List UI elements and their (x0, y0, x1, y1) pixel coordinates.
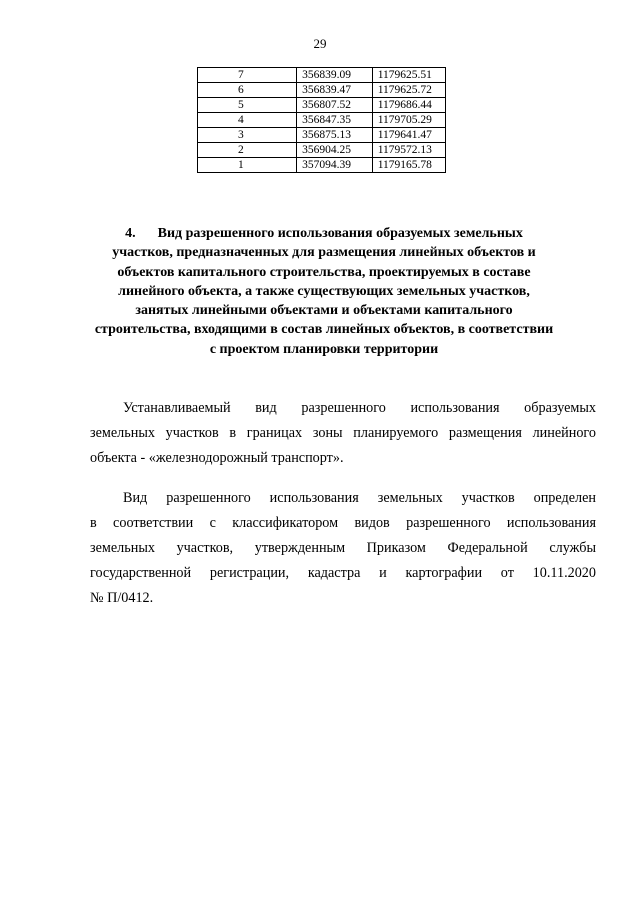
point-number-cell: 5 (198, 98, 297, 113)
table-row (198, 113, 446, 128)
section-number: 4. (125, 226, 136, 241)
table-row (198, 83, 446, 98)
y-coordinate-cell: 1179641.47 (372, 128, 445, 143)
point-number-cell: 4 (198, 113, 297, 128)
section-heading (84, 224, 564, 359)
table-row (198, 98, 446, 113)
section-heading-line: участков, предназначенных для размещения линейных объектов и (112, 245, 536, 261)
section-title-text: Вид разрешенного использования образуемых земельных (157, 226, 523, 241)
paragraph-line: земельных участков в границах зоны планируемого размещения линейного (90, 425, 596, 441)
y-coordinate-cell: 1179686.44 (372, 98, 445, 113)
table-row (198, 128, 446, 143)
paragraph-line: Устанавливаемый вид разрешенного использования образуемых (123, 400, 596, 416)
x-coordinate-cell: 356904.25 (297, 143, 373, 158)
x-coordinate-cell: 357094.39 (297, 158, 373, 173)
point-number-cell: 2 (198, 143, 297, 158)
x-coordinate-cell: 356807.52 (297, 98, 373, 113)
section-heading-line: занятых линейными объектами и объектами капитального (135, 303, 513, 319)
y-coordinate-cell: 1179165.78 (372, 158, 445, 173)
table-row (198, 158, 446, 173)
x-coordinate-cell: 356839.47 (297, 83, 373, 98)
x-coordinate-cell: 356875.13 (297, 128, 373, 143)
coordinates-table (197, 67, 446, 173)
y-coordinate-cell: 1179625.51 (372, 68, 445, 83)
y-coordinate-cell: 1179625.72 (372, 83, 445, 98)
section-heading-line: строительства, входящими в состав линейных объектов, в соответствии (94, 322, 554, 338)
section-heading-line: с проектом планировки территории (209, 341, 439, 357)
point-number-cell: 3 (198, 128, 297, 143)
section-heading-line: объектов капитального строительства, проектируемых в составе (117, 264, 531, 280)
table-row (198, 143, 446, 158)
y-coordinate-cell: 1179705.29 (372, 113, 445, 128)
point-number-cell: 6 (198, 83, 297, 98)
paragraph-permitted-use (90, 396, 596, 471)
paragraph-line: земельных участков, утвержденным Приказом Федеральной службы (90, 540, 596, 556)
point-number-cell: 1 (198, 158, 297, 173)
page-number: 29 (313, 36, 327, 51)
x-coordinate-cell: 356839.09 (297, 68, 373, 83)
paragraph-line: № П/0412. (90, 590, 154, 606)
paragraph-classifier (90, 486, 596, 611)
paragraph-line: объекта - «железнодорожный транспорт». (90, 450, 344, 466)
paragraph-line: в соответствии с классификатором видов разрешенного использования (90, 515, 596, 531)
paragraph-line: Вид разрешенного использования земельных участков определен (123, 490, 596, 506)
section-heading-line (84, 224, 564, 243)
paragraph-line: государственной регистрации, кадастра и картографии от 10.11.2020 (90, 565, 596, 581)
table-row (198, 68, 446, 83)
point-number-cell: 7 (198, 68, 297, 83)
section-heading-line: линейного объекта, а также существующих земельных участков, (118, 283, 530, 299)
x-coordinate-cell: 356847.35 (297, 113, 373, 128)
y-coordinate-cell: 1179572.13 (372, 143, 445, 158)
